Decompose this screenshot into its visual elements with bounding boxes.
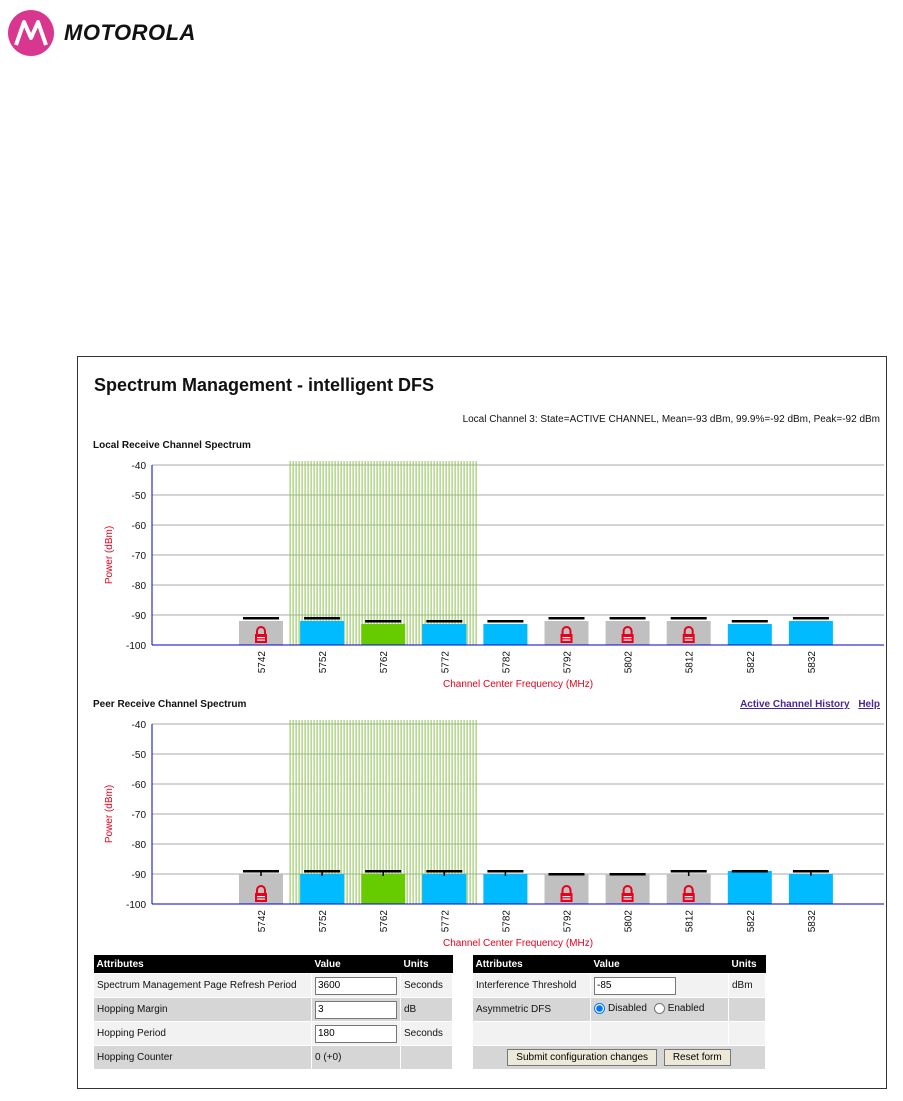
asymmetric-disabled-option[interactable] (594, 1003, 647, 1014)
attr-label: Spectrum Management Page Refresh Period (94, 974, 312, 998)
y-tick-label: -70 (131, 551, 146, 562)
x-tick-label: 5812 (684, 651, 696, 674)
channel-bar-5752 (300, 874, 344, 904)
hopping-margin-input[interactable] (315, 1001, 397, 1019)
attr-label: Hopping Period (94, 1022, 312, 1046)
x-axis-label: Channel Center Frequency (MHz) (442, 938, 594, 949)
page-title: Spectrum Management - intelligent DFS (94, 375, 435, 395)
attr-label: Hopping Counter (94, 1046, 312, 1070)
channel-bar-5822 (728, 871, 772, 904)
channel-bar-5782 (483, 874, 527, 904)
x-tick-label: 5792 (562, 910, 574, 933)
interference-threshold-input[interactable] (594, 977, 676, 995)
y-tick-label: -80 (131, 840, 146, 851)
channel-bar-5752 (300, 621, 344, 645)
x-tick-label: 5822 (745, 910, 757, 933)
peak-marker (610, 617, 646, 620)
spectrum-panel (77, 356, 887, 1089)
brand-name: MOTOROLA (64, 20, 196, 45)
x-tick-label: 5832 (806, 651, 818, 674)
channel-bar-5772 (422, 874, 466, 904)
motorola-logo (8, 10, 196, 56)
refresh-period-input[interactable] (315, 977, 397, 995)
y-tick-label: -100 (125, 641, 146, 652)
channel-bar-5832 (789, 621, 833, 645)
table-row (94, 998, 453, 1022)
table-row (473, 1022, 766, 1046)
x-tick-label: 5752 (318, 651, 330, 674)
help-link[interactable]: Help (858, 699, 880, 710)
peak-marker (793, 617, 829, 620)
x-tick-label: 5772 (440, 910, 452, 933)
submit-config-button[interactable]: Submit configuration changes (507, 1049, 657, 1066)
hopping-period-input[interactable] (315, 1025, 397, 1043)
peer-chart-title: Peer Receive Channel Spectrum (93, 699, 247, 710)
attr-units (401, 1046, 453, 1070)
peak-marker (549, 617, 585, 620)
attributes-table-right (472, 955, 766, 1070)
attr-label: Asymmetric DFS (473, 998, 591, 1022)
y-tick-label: -50 (131, 750, 146, 761)
motorola-batwing-icon (8, 10, 54, 56)
channel-bar-5782 (483, 624, 527, 645)
attr-units: dB (401, 998, 453, 1022)
reset-form-button[interactable]: Reset form (664, 1049, 731, 1066)
x-tick-label: 5752 (318, 910, 330, 933)
hopping-counter-value: 0 (+0) (312, 1046, 401, 1070)
peak-marker (610, 873, 646, 876)
attr-units: Seconds (401, 1022, 453, 1046)
active-channel-history-link[interactable]: Active Channel History (740, 699, 850, 710)
channel-bar-5822 (728, 624, 772, 645)
peak-marker (732, 870, 768, 873)
peak-marker (426, 620, 462, 623)
x-tick-label: 5782 (501, 651, 513, 674)
attr-units: dBm (729, 974, 766, 998)
y-tick-label: -90 (131, 611, 146, 622)
channel-bar-5762 (361, 624, 405, 645)
y-tick-label: -40 (131, 720, 146, 731)
page-links (734, 699, 880, 710)
col-units: Units (401, 955, 453, 974)
table-row (473, 998, 766, 1022)
channel-bar-5832 (789, 874, 833, 904)
peer-spectrum-chart (78, 712, 886, 952)
asymmetric-disabled-radio[interactable] (594, 1003, 605, 1014)
y-tick-label: -50 (131, 491, 146, 502)
peak-marker (304, 617, 340, 620)
y-tick-label: -60 (131, 780, 146, 791)
x-tick-label: 5762 (379, 651, 391, 674)
col-value: Value (591, 955, 729, 974)
x-tick-label: 5792 (562, 651, 574, 674)
col-value: Value (312, 955, 401, 974)
y-tick-label: -60 (131, 521, 146, 532)
x-tick-label: 5832 (806, 910, 818, 933)
x-tick-label: 5822 (745, 651, 757, 674)
attr-units: Seconds (401, 974, 453, 998)
x-tick-label: 5772 (440, 651, 452, 674)
attr-label: Interference Threshold (473, 974, 591, 998)
col-units: Units (729, 955, 766, 974)
radio-label: Enabled (667, 1002, 705, 1014)
peak-marker (549, 873, 585, 876)
x-tick-label: 5802 (623, 910, 635, 933)
radio-label: Disabled (608, 1002, 647, 1014)
attributes-table-left (93, 955, 453, 1070)
channel-bar-5762 (361, 874, 405, 904)
y-tick-label: -90 (131, 870, 146, 881)
table-row (473, 1046, 766, 1070)
y-tick-label: -80 (131, 581, 146, 592)
y-axis-label: Power (dBm) (104, 525, 115, 585)
peak-marker (365, 620, 401, 623)
y-tick-label: -100 (125, 900, 146, 911)
y-tick-label: -40 (131, 461, 146, 472)
table-row (473, 974, 766, 998)
table-row (94, 974, 453, 998)
col-attributes: Attributes (94, 955, 312, 974)
x-tick-label: 5802 (623, 651, 635, 674)
x-tick-label: 5742 (257, 651, 268, 674)
asymmetric-enabled-option[interactable] (654, 1003, 705, 1014)
local-spectrum-chart (78, 453, 886, 693)
table-row (94, 1022, 453, 1046)
x-tick-label: 5762 (379, 910, 391, 933)
peak-marker (671, 617, 707, 620)
peak-marker (243, 617, 279, 620)
channel-bar-5772 (422, 624, 466, 645)
table-row (94, 1046, 453, 1070)
x-tick-label: 5812 (684, 910, 696, 933)
attr-label: Hopping Margin (94, 998, 312, 1022)
col-attributes: Attributes (473, 955, 591, 974)
y-axis-label: Power (dBm) (104, 784, 115, 844)
x-tick-label: 5742 (257, 910, 268, 933)
peak-marker (487, 620, 523, 623)
asymmetric-enabled-radio[interactable] (654, 1003, 665, 1014)
x-tick-label: 5782 (501, 910, 513, 933)
channel-status: Local Channel 3: State=ACTIVE CHANNEL, Mean=-93 dBm, 99.9%=-92 dBm, Peak=-92 dBm (462, 414, 880, 425)
local-chart-title: Local Receive Channel Spectrum (93, 440, 251, 451)
peak-marker (732, 620, 768, 623)
x-axis-label: Channel Center Frequency (MHz) (442, 679, 594, 690)
y-tick-label: -70 (131, 810, 146, 821)
